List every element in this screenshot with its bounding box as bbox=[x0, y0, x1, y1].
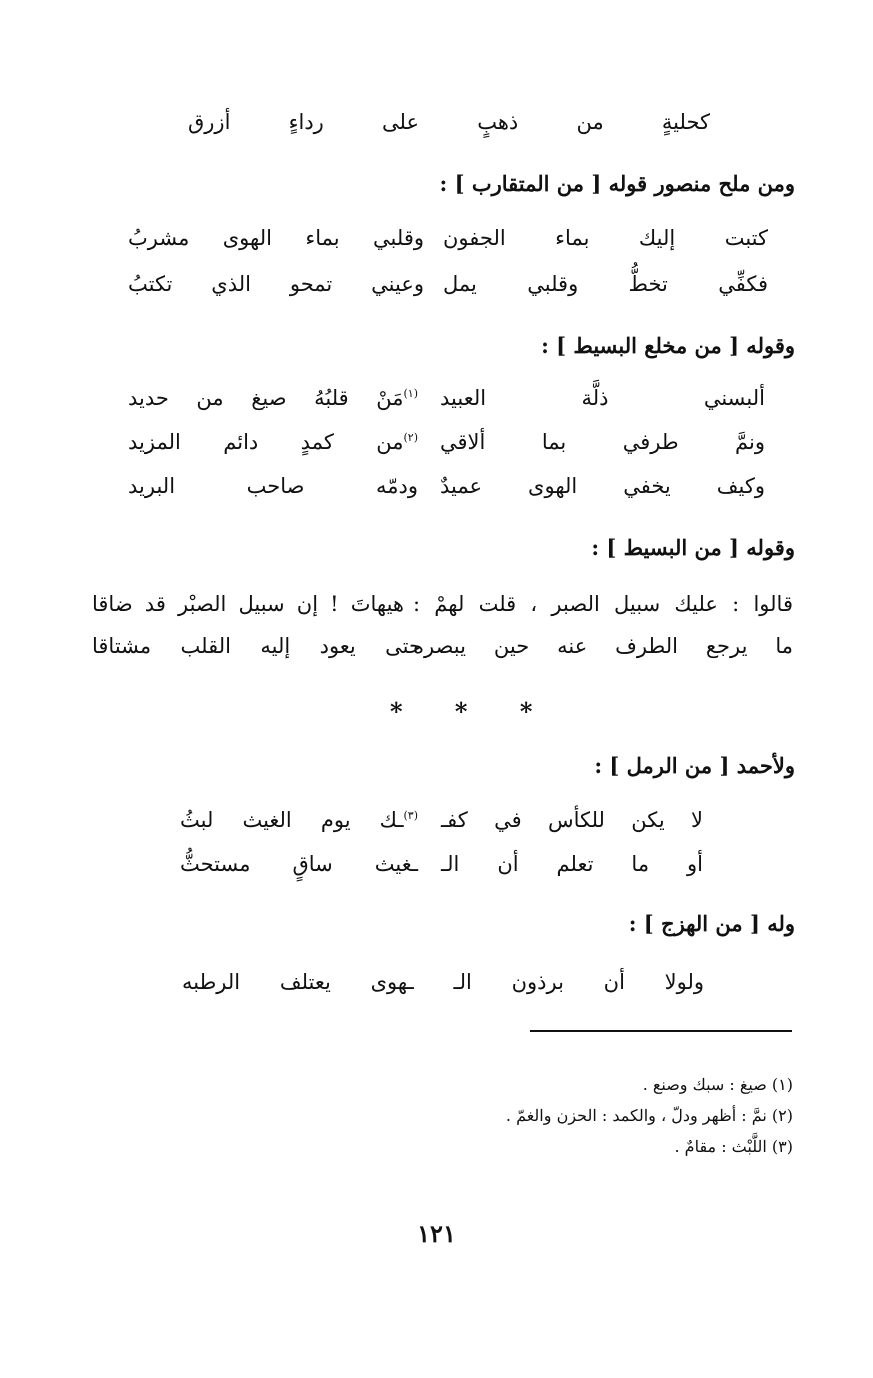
footnote-marker: (٢) bbox=[403, 431, 418, 444]
verse-line bbox=[0, 422, 873, 462]
verse-first-hemistich: لا يكن للكأس في كفـ bbox=[441, 808, 703, 832]
verse-first-hemistich: أو ما تعلم أن الـ bbox=[441, 852, 703, 876]
verse-second-hemistich bbox=[128, 422, 418, 462]
verse-line bbox=[0, 264, 873, 304]
section-heading: ومن ملح منصور قوله [ من المتقارب ] : bbox=[439, 171, 795, 196]
verse-line: ولولا أن برذون الـ ـهوى يعتلف الرطبه bbox=[182, 970, 704, 994]
verse-second-hemistich bbox=[128, 378, 418, 418]
verse-second-hemistich bbox=[180, 800, 418, 840]
verse-first-hemistich: ما يرجع الطرف عنه حين يبصره bbox=[413, 634, 793, 658]
footnote-marker: (٣) bbox=[403, 809, 418, 822]
verse-first-hemistich: كتبت إليك بماء الجفون bbox=[443, 226, 768, 250]
footnote: (٢) نمَّ : أظهر ودلّ ، والكمد : الحزن والغمّ . bbox=[505, 1106, 793, 1125]
verse-line bbox=[0, 800, 873, 840]
verse-first-hemistich: قالوا : عليك سبيل الصبر ، قلت لهمْ : bbox=[413, 592, 793, 616]
verse-line bbox=[0, 466, 873, 506]
verse-second-text: ـك يوم الغيث لبثُ bbox=[180, 808, 404, 832]
section-heading: وقوله [ من مخلع البسيط ] : bbox=[541, 333, 795, 358]
verse-first-hemistich: ألبسني ذلَّة العبيد bbox=[440, 386, 765, 410]
footnote-divider bbox=[530, 1030, 792, 1032]
verse-line bbox=[0, 584, 873, 624]
verse-second-hemistich: ودمّه صاحب البريد bbox=[128, 474, 418, 498]
section-heading: ولأحمد [ من الرمل ] : bbox=[594, 753, 795, 778]
verse-second-hemistich: وعيني تمحو الذي تكتبُ bbox=[128, 272, 424, 296]
footnote: (٣) اللَّبْث : مقامٌ . bbox=[674, 1137, 793, 1156]
section-heading: وقوله [ من البسيط ] : bbox=[591, 535, 795, 560]
page-number: ١٢١ bbox=[417, 1219, 456, 1248]
verse-first-hemistich: وكيف يخفي الهوى عميدٌ bbox=[440, 474, 765, 498]
footnote: (١) صيغ : سبك وصنع . bbox=[642, 1075, 793, 1094]
footnote-marker: (١) bbox=[403, 387, 418, 400]
verse-first-hemistich: ونمَّ طرفي بما ألاقي bbox=[440, 430, 765, 454]
verse-second-hemistich: هيهاتَ ! إن سبيل الصبْر قد ضاقا bbox=[92, 592, 404, 616]
verse-second-hemistich: وقلبي بماء الهوى مشربُ bbox=[128, 226, 424, 250]
verse-line bbox=[0, 378, 873, 418]
opening-verse: كحليةٍ من ذهبٍ على رداءٍ أزرق bbox=[188, 110, 710, 134]
verse-first-hemistich: فكفِّي تخطُّ وقلبي يمل bbox=[443, 272, 768, 296]
section-separator: * * * bbox=[390, 697, 555, 726]
verse-second-text: مَنْ قلبُهُ صيغ من حديد bbox=[128, 386, 404, 410]
verse-line bbox=[0, 844, 873, 884]
verse-second-text: من كمدٍ دائم المزيد bbox=[128, 430, 404, 454]
verse-second-hemistich: حتى يعود إليه القلب مشتاقا bbox=[92, 634, 422, 658]
section-heading: وله [ من الهزج ] : bbox=[628, 911, 795, 936]
verse-line bbox=[0, 218, 873, 258]
verse-line bbox=[0, 626, 873, 666]
verse-second-hemistich: ـغيث ساقٍ مستحثُّ bbox=[180, 852, 418, 876]
